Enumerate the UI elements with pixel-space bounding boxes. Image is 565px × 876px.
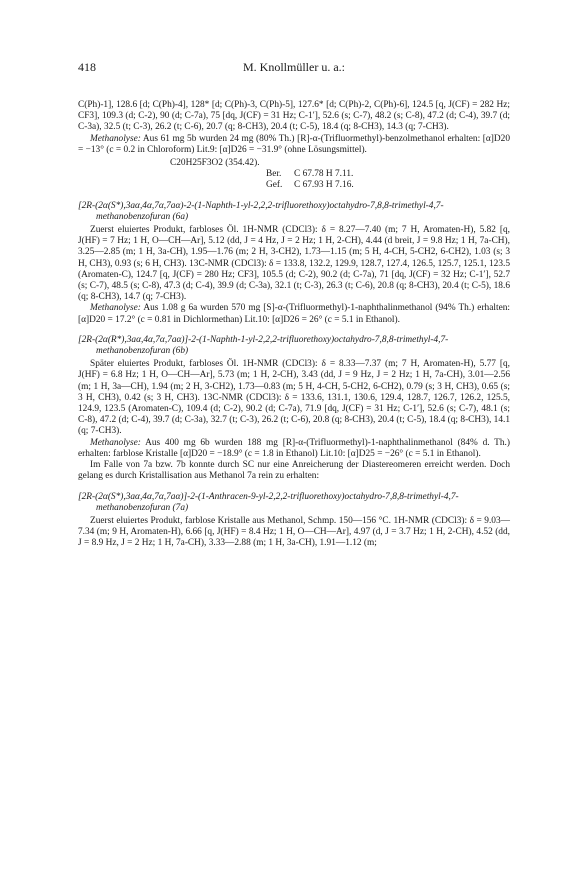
calc-label: Ber.: [266, 169, 282, 180]
methanolysis-5b: [78, 134, 510, 156]
page-header: [78, 60, 510, 78]
analysis-found: [170, 180, 510, 191]
methanolysis-label: Methanolyse:: [90, 133, 141, 144]
methanolysis-label: Methanolyse:: [90, 303, 141, 314]
methanolysis-text: Aus 400 mg 6b wurden 188 mg [R]-α-(Trifluormethyl)-1-naphthalinmethanol (84% d. Th.) erhalten: farblose Kristalle [α]D20 = −18.9° (c = 1.8 in Ethanol) Lit.10: [α]D25 = −26° (c = 5.1 in Ethanol).: [78, 437, 510, 459]
page: [78, 60, 510, 550]
found-label: Gef.: [266, 180, 283, 191]
methanolysis-text: Aus 1.08 g 6a wurden 570 mg [S]-α-(Trifluormethyl)-1-naphthalinmethanol (94% Th.) erhalten: [α]D20 = 17.2° (c = 0.81 in Dichlormethan) Lit.10: [α]D26 = 26° (c = 5.1 in Ethanol).: [78, 303, 510, 325]
nmr-6b: Später eluiertes Produkt, farbloses Öl. 1H-NMR (CDCl3): δ = 8.33—7.37 (m; 7 H, Aromaten-H), 5.77 [q, J(HF) = 6.8 Hz; 1 H, O—CH—Ar], 5.73 (m; 1 H, 2-CH), 3.43 (dd, J = 9 Hz, J = 2 Hz; 1 H, 7a-CH), 3.01—2.56 (m; 1 H, 3a—CH), 1.94 (m; 2 H, 3-CH2), 1.73—0.83 (m; 5 H, 4-CH, 5-CH2, 6-CH2), 0.79 (s; 3 H, CH3), 0.65 (s; 3 H, CH3), 0.42 (s; 3 H, CH3). 13C-NMR (CDCl3): δ = 133.6, 131.1, 130.6, 129.4, 128.7, 126.7, 126.2, 125.5, 124.9, 123.5 (Aromaten-C), 109.4 (d; C-2), 90.2 (d; C-7a), 71.9 [dq, J(CF) = 31 Hz; C-1′], 52.6 (s; C-7), 48.1 (s; C-8), 47.2 (d; C-4), 39.7 (d; C-3a), 32.7 (t; C-3), 26.2 (t; C-6), 20.8 (q; 8-CH3), 20.4 (t; C-5), 18.4 (q; 8-CH3), 14.1 (q; 7-CH3).: [78, 359, 510, 437]
nmr-continuation: C(Ph)-1], 128.6 [d; C(Ph)-4], 128* [d; C(Ph)-3, C(Ph)-5], 127.6* [d; C(Ph)-2, C(Ph)-6], 124.5 [q, J(CF) = 282 Hz; CF3], 109.3 (d; C-2), 90 (d; C-7a), 75 [dq, J(CF) = 31 Hz; C-1′], 52.6 (s; C-7), 48.2 (s; C-8), 47.2 (d; C-4), 39.7 (d; C-3a), 32.5 (t; C-3), 26.2 (t; C-6), 20.7 (q; 8-CH3), 20.4 (t; C-5), 18.4 (q; 8-CH3), 14.3 (q; 7-CH3).: [78, 100, 510, 133]
compound-heading-6b: [2R-(2α(R*),3aα,4α,7α,7aα)]-2-(1-Naphth-1-yl-2,2,2-trifluorethoxy)octahydro-7,8,8-trimethyl-4,7-methanobenzofuran (6b): [78, 334, 449, 357]
methanolysis-6a: [78, 303, 510, 325]
diastereomer-note: Im Falle von 7a bzw. 7b konnte durch SC nur eine Anreicherung der Diastereomeren erreicht werden. Doch gelang es durch Kristallisation aus Methanol 7a rein zu erhalten:: [78, 460, 510, 482]
found-values: C 67.93 H 7.16.: [294, 180, 354, 191]
methanolysis-6b: [78, 438, 510, 460]
calc-values: C 67.78 H 7.11.: [294, 169, 354, 180]
page-number: 418: [78, 60, 96, 74]
elemental-analysis: [170, 158, 510, 192]
analysis-calculated: [170, 169, 510, 180]
compound-heading-7a: [2R-(2α(S*),3aα,4α,7α,7aα)]-2-(1-Anthracen-9-yl-2,2,2-trifluorethoxy)octahydro-7,8,8-trimethyl-4,7-methanobenzofuran (7a): [78, 491, 459, 513]
compound-heading-6a: [2R-(2α(S*),3aα,4α,7α,7aα)-2-(1-Naphth-1-yl-2,2,2-trifluorethoxy)octahydro-7,8,8-trimethyl-4,7-methanobenzofuran (6a): [78, 200, 444, 222]
nmr-7a: Zuerst eluiertes Produkt, farblose Kristalle aus Methanol, Schmp. 150—156 °C. 1H-NMR (CDCl3): δ = 9.03—7.34 (m; 9 H, Aromaten-H), 6.66 [q, J(HF) = 8.4 Hz; 1 H, O—CH—Ar], 4.97 (d, J = 3.7 Hz; 1 H, 2-CH), 4.52 (dd, J = 8.9 Hz, J = 2 Hz; 1 H, 7a-CH), 3.33—2.88 (m; 1 H, 3a-CH), 1.91—1.12 (m;: [78, 515, 510, 549]
methanolysis-label: Methanolyse:: [90, 437, 141, 448]
nmr-6a: Zuerst eluiertes Produkt, farbloses Öl. 1H-NMR (CDCl3): δ = 8.27—7.40 (m; 7 H, Aromaten-H), 5.82 [q, J(HF) = 7 Hz; 1 H, O—CH—Ar], 5.12 (dd, J = 4 Hz, J = 2 Hz; 1 H, 2-CH), 4.44 (d breit, J = 9.8 Hz; 1 H, 7a-CH), 3.25—2.85 (m; 1 H, 3a-CH), 1.95—1.76 (m; 2 H, 3-CH2), 1.73—1.15 (m; 5 H, 4-CH, 5-CH2, 6-CH2), 1.03 (s; 3 H, CH3), 0.93 (s; 6 H, CH3). 13C-NMR (CDCl3): δ = 133.8, 132.2, 129.9, 128.7, 127.4, 126.5, 125.7, 125.1, 123.5 (Aromaten-C), 124.7 [q, J(CF) = 280 Hz; CF3], 105.5 (d; C-2), 90.2 (d; C-7a), 71 [dq, J(CF) = 32 Hz; C-1′], 52.7 (s; C-7), 48.5 (s; C-8), 47.3 (d; C-4), 39.9 (d; C-3a), 32.1 (t; C-3), 26.3 (t; C-6), 20.8 (q; 8-CH3), 20.4 (t; C-5), 18.6 (q; 8-CH3), 14.7 (q; 7-CH3).: [78, 225, 510, 303]
running-head: M. Knollmüller u. a.:: [243, 60, 345, 74]
methanolysis-text: Aus 61 mg 5b wurden 24 mg (80% Th.) [R]-α-(Trifluormethyl)-benzolmethanol erhalten: [α]D20 = −13° (c = 0.2 in Chloroform) Lit.9: [α]D26 = −31.9° (ohne Lösungsmittel).: [78, 133, 510, 155]
analysis-formula: C20H25F3O2 (354.42).: [170, 158, 260, 169]
